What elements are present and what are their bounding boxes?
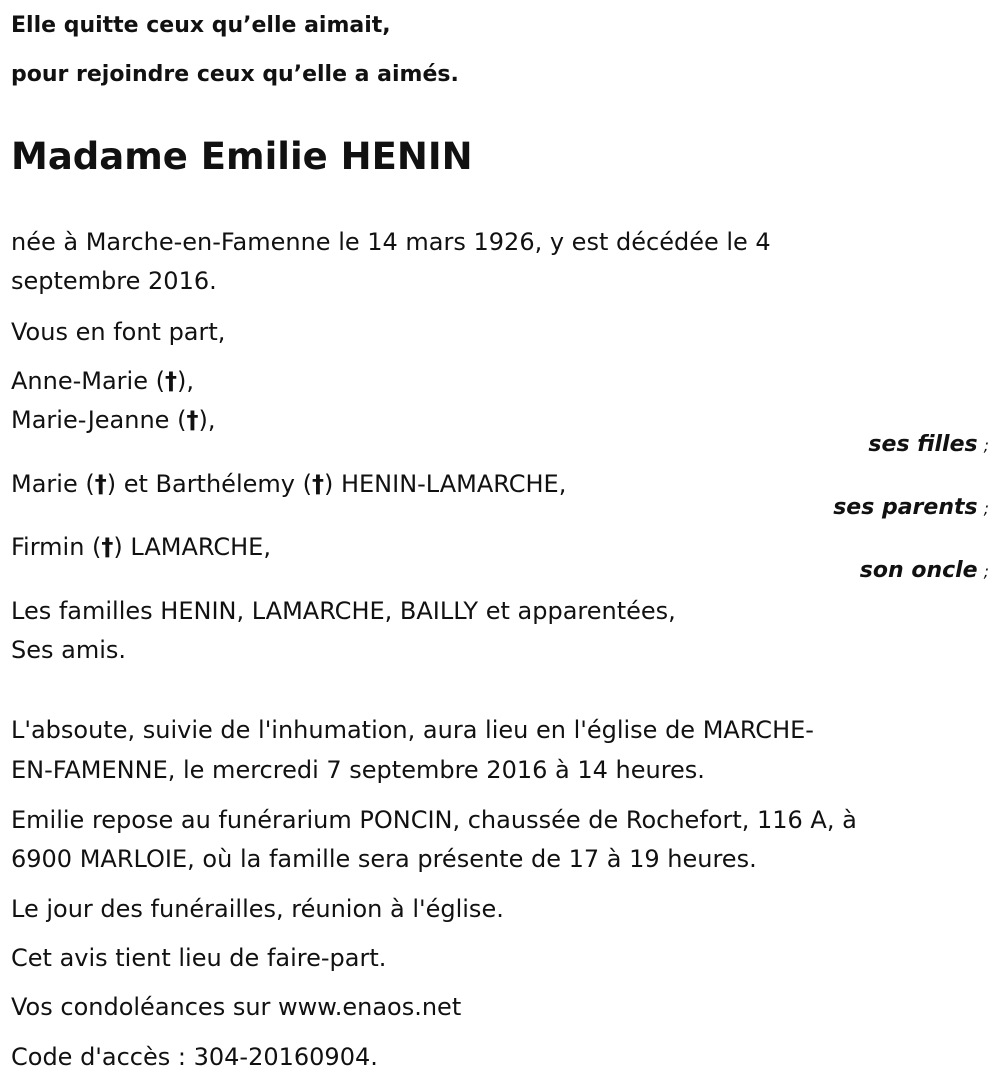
cross-icon: † (101, 533, 114, 561)
role-daughters (868, 430, 989, 461)
epigraph-line-1: Elle quitte ceux qu’elle aimait, (11, 13, 391, 38)
condolences-line: Vos condoléances sur www.enaos.net (11, 993, 462, 1021)
uncle-name: Firmin ( (11, 533, 102, 561)
daughter-2 (11, 401, 215, 440)
role-separator: ; (983, 499, 989, 518)
role-parents (833, 493, 989, 524)
families-line: Les familles HENIN, LAMARCHE, BAILLY et apparentées, (11, 597, 676, 625)
funeral-home-line-2: 6900 MARLOIE, où la famille sera présente de 17 à 19 heures. (11, 845, 757, 873)
daughter-2-name: Marie-Jeanne ( (11, 406, 187, 434)
parent-2-name: ) et Barthélemy ( (106, 470, 312, 498)
role-parents-label: ses parents (833, 495, 978, 520)
meeting-line: Le jour des funérailles, réunion à l'église. (11, 895, 504, 923)
parents-line (11, 465, 566, 504)
role-separator: ; (983, 562, 989, 581)
funeral-home-line-1: Emilie repose au funérarium PONCIN, chaussée de Rochefort, 116 A, à (11, 806, 857, 834)
daughter-2-suffix: ), (198, 406, 216, 434)
parents-surname: ) HENIN-LAMARCHE, (323, 470, 567, 498)
role-uncle (860, 556, 989, 587)
friends-line: Ses amis. (11, 636, 127, 664)
birth-line-1: née à Marche-en-Famenne le 14 mars 1926, y est décédée le 4 (11, 228, 771, 256)
uncle-line (11, 528, 271, 567)
role-separator: ; (983, 436, 989, 455)
ceremony-line-2: EN-FAMENNE, le mercredi 7 septembre 2016 à 14 heures. (11, 756, 705, 784)
epigraph-line-2: pour rejoindre ceux qu’elle a aimés. (11, 62, 459, 87)
deceased-name: Madame Emilie HENIN (11, 135, 473, 178)
parent-1-name: Marie ( (11, 470, 95, 498)
cross-icon: † (311, 470, 324, 498)
birth-line-2: septembre 2016. (11, 267, 217, 295)
cross-icon: † (94, 470, 107, 498)
ceremony-line-1: L'absoute, suivie de l'inhumation, aura lieu en l'église de MARCHE- (11, 716, 814, 744)
uncle-surname: ) LAMARCHE, (113, 533, 271, 561)
daughter-1-name: Anne-Marie ( (11, 367, 165, 395)
role-uncle-label: son oncle (859, 558, 978, 583)
notice-line: Cet avis tient lieu de faire-part. (11, 944, 387, 972)
daughter-1 (11, 362, 194, 401)
intro-text: Vous en font part, (11, 318, 226, 346)
role-daughters-label: ses filles (868, 432, 978, 457)
cross-icon: † (186, 406, 199, 434)
access-code-line: Code d'accès : 304-20160904. (11, 1043, 378, 1071)
cross-icon: † (164, 367, 177, 395)
daughter-1-suffix: ), (176, 367, 194, 395)
